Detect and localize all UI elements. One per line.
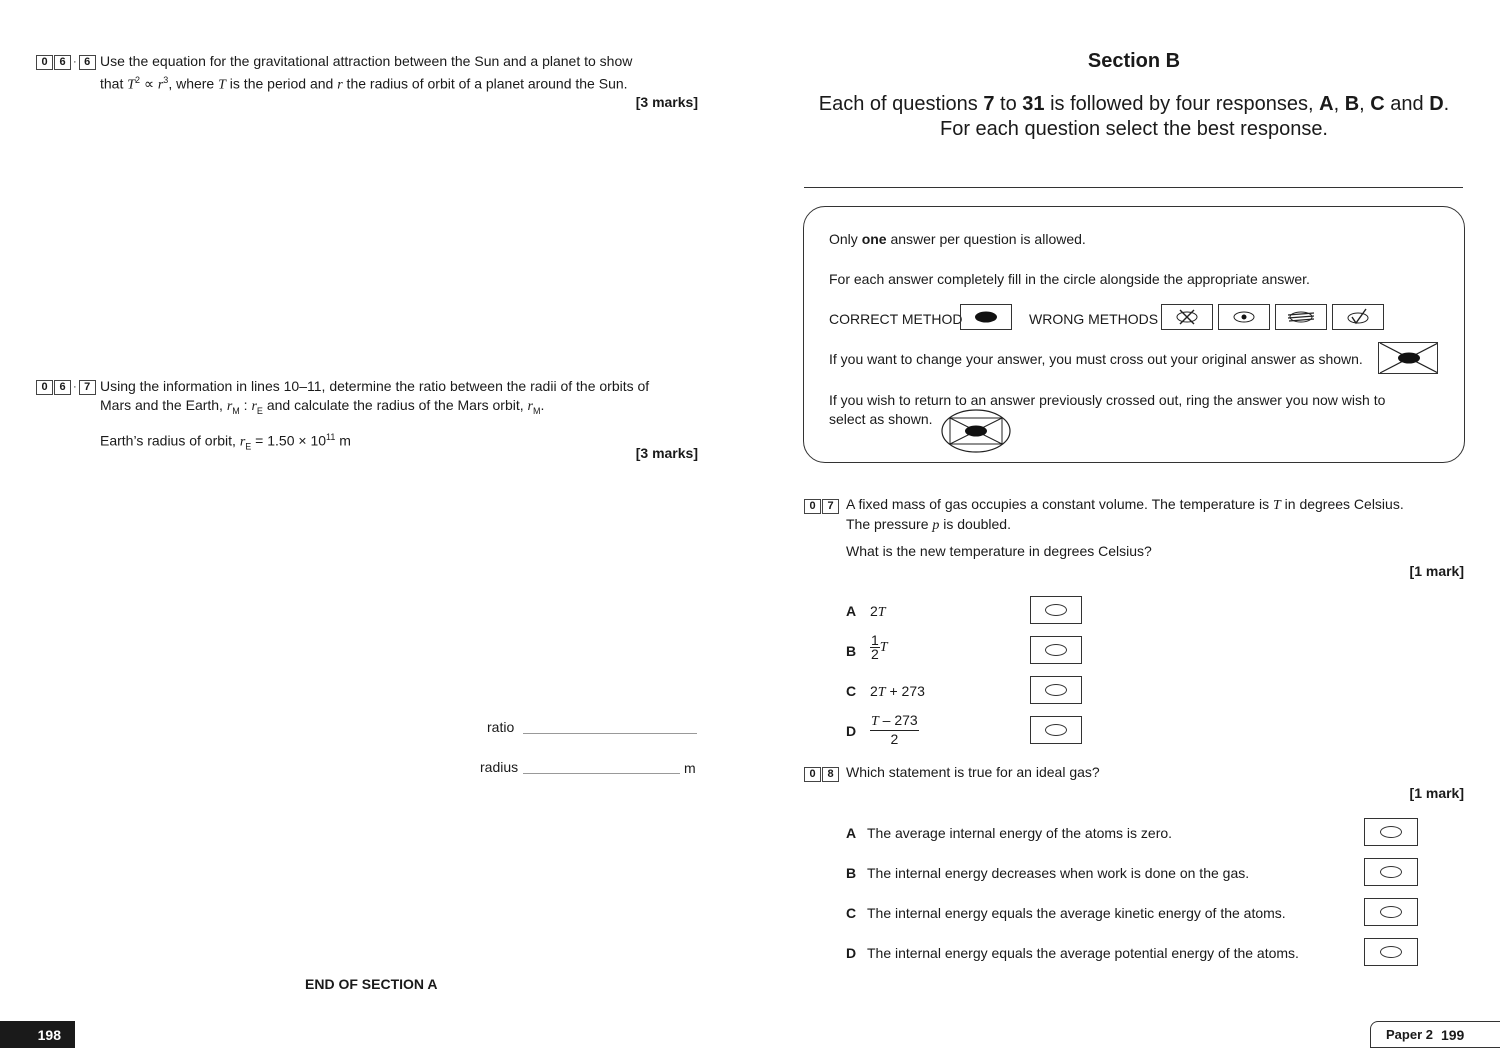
option-letter: C: [846, 905, 857, 921]
answer-oval[interactable]: [1045, 724, 1067, 736]
marks-label: [3 marks]: [635, 445, 698, 461]
option-row: [846, 858, 1418, 888]
crossed-out-oval-icon: [1379, 342, 1437, 374]
option-letter: C: [846, 683, 857, 699]
option-text: $\frac{1}{2}$ T: [871, 632, 888, 662]
question-text-line: Which statement is true for an ideal gas?: [846, 764, 1100, 780]
question-text-line: Mars and the Earth, $r_M$ : $r_E$ and calculate the radius of the Mars orbit, $r_M$.: [100, 397, 545, 416]
option-letter: D: [846, 945, 857, 961]
page-number-left: 198: [0, 1021, 75, 1048]
qnum-digit: 7: [822, 499, 839, 514]
answer-box[interactable]: [1364, 898, 1418, 926]
instruction-line: If you want to change your answer, you must cross out your original answer as shown.: [829, 351, 1363, 367]
scribbled-oval-icon: [1286, 308, 1316, 326]
radius-answer-line[interactable]: [523, 772, 680, 774]
question-text-line: Using the information in lines 10–11, determine the ratio between the radii of the orbits of: [100, 378, 650, 394]
question-number: 0 6 · 7: [36, 378, 96, 395]
question-text-line: The pressure p is doubled.: [846, 516, 1011, 533]
qnum-digit: 6: [79, 55, 96, 70]
question-number: [804, 497, 839, 514]
instruction-line: Only one answer per question is allowed.: [829, 231, 1086, 247]
answer-box[interactable]: [1364, 938, 1418, 966]
qnum-digit: 0: [804, 767, 821, 782]
ticked-oval-icon: [1344, 308, 1372, 326]
answer-oval[interactable]: [1380, 826, 1402, 838]
section-intro: [804, 92, 1464, 142]
crossed-oval-icon: [1173, 308, 1201, 326]
qnum-digit: 8: [822, 767, 839, 782]
answer-box[interactable]: [1030, 636, 1082, 664]
wrong-method-tick: [1332, 304, 1384, 330]
section-title: Section B: [1087, 50, 1181, 72]
page-footer-right: [1370, 1021, 1500, 1048]
option-row: [846, 898, 1418, 928]
answer-oval[interactable]: [1380, 906, 1402, 918]
crossed-out-example: [1378, 342, 1438, 374]
instruction-line: If you wish to return to an answer previously crossed out, ring the answer you now wish to select as shown.: [829, 392, 1386, 427]
ratio-answer-line[interactable]: [523, 732, 697, 734]
page-number-right: 199: [1440, 1026, 1465, 1043]
option-row: [846, 818, 1418, 848]
ringed-answer-example: [940, 408, 1012, 454]
question-text-line: that $T^2 \propto r^3$, where T is the period and r the radius of orbit of a planet around the Sun.: [100, 75, 628, 93]
option-text: 2T + 273: [870, 683, 925, 700]
answer-box[interactable]: [1364, 818, 1418, 846]
question-text-line: Use the equation for the gravitational attraction between the Sun and a planet to show: [100, 53, 633, 69]
option-row: [846, 632, 1086, 666]
question-text-line: A fixed mass of gas occupies a constant volume. The temperature is T in degrees Celsius.: [846, 496, 1404, 513]
option-letter: A: [846, 603, 857, 619]
end-of-section-label: END OF SECTION A: [305, 976, 438, 992]
answer-box[interactable]: [1030, 676, 1082, 704]
answer-oval[interactable]: [1380, 946, 1402, 958]
radius-label: radius: [480, 759, 519, 775]
option-text: The internal energy decreases when work is done on the gas.: [867, 865, 1250, 881]
option-row: [846, 938, 1418, 968]
option-letter: A: [846, 825, 857, 841]
ratio-label: ratio: [487, 719, 515, 735]
qnum-digit: 0: [804, 499, 821, 514]
marks-label: [1 mark]: [1409, 563, 1464, 579]
option-letter: D: [846, 723, 857, 739]
intro-line: Each of questions 7 to 31 is followed by four responses, A, B, C and D.: [818, 93, 1450, 115]
answer-box[interactable]: [1030, 596, 1082, 624]
qnum-digit: 7: [79, 380, 96, 395]
wrong-method-dot: [1218, 304, 1270, 330]
marks-label: [1 mark]: [1409, 785, 1464, 801]
qnum-digit: 0: [36, 380, 53, 395]
given-value: Earth’s radius of orbit, $r_E = 1.50 \times 10^{11}$ m: [100, 431, 351, 452]
wrong-method-cross: [1161, 304, 1213, 330]
option-letter: B: [846, 865, 857, 881]
correct-method-example: [960, 304, 1012, 330]
answer-oval[interactable]: [1045, 684, 1067, 696]
answer-oval[interactable]: [1380, 866, 1402, 878]
intro-line: For each question select the best response.: [939, 118, 1328, 140]
option-text: The average internal energy of the atoms is zero.: [867, 825, 1173, 841]
option-text: The internal energy equals the average potential energy of the atoms.: [867, 945, 1299, 961]
question-number: [804, 765, 839, 782]
qnum-digit: 0: [36, 55, 53, 70]
option-row: [846, 676, 1086, 706]
option-row: [846, 712, 1086, 747]
wrong-method-scribble: [1275, 304, 1327, 330]
answer-box[interactable]: [1364, 858, 1418, 886]
option-text: 2T: [870, 603, 886, 620]
qnum-digit: 6: [54, 55, 71, 70]
question-text-line: What is the new temperature in degrees Celsius?: [846, 543, 1152, 559]
radius-unit: m: [684, 760, 696, 776]
correct-method-label: CORRECT METHOD: [829, 311, 963, 327]
option-text: The internal energy equals the average kinetic energy of the atoms.: [867, 905, 1286, 921]
option-letter: B: [846, 643, 857, 659]
instructions-box: [803, 206, 1465, 463]
option-text: $\frac{T - 273}{2}$: [871, 712, 918, 747]
ringed-oval-icon: [940, 408, 1012, 454]
wrong-methods-label: WRONG METHODS: [1029, 311, 1159, 327]
qnum-digit: 6: [54, 380, 71, 395]
section-divider: [804, 187, 1463, 188]
option-row: [846, 596, 1086, 626]
instruction-line: For each answer completely fill in the circle alongside the appropriate answer.: [829, 271, 1310, 287]
dotted-oval-icon: [1230, 308, 1258, 326]
question-number: 0 6 · 6: [36, 53, 96, 70]
marks-label: [3 marks]: [635, 94, 698, 110]
answer-oval[interactable]: [1045, 644, 1067, 656]
paper-label: Paper 2: [1386, 1027, 1433, 1042]
answer-oval[interactable]: [1045, 604, 1067, 616]
answer-box[interactable]: [1030, 716, 1082, 744]
filled-oval-icon: [973, 310, 999, 324]
